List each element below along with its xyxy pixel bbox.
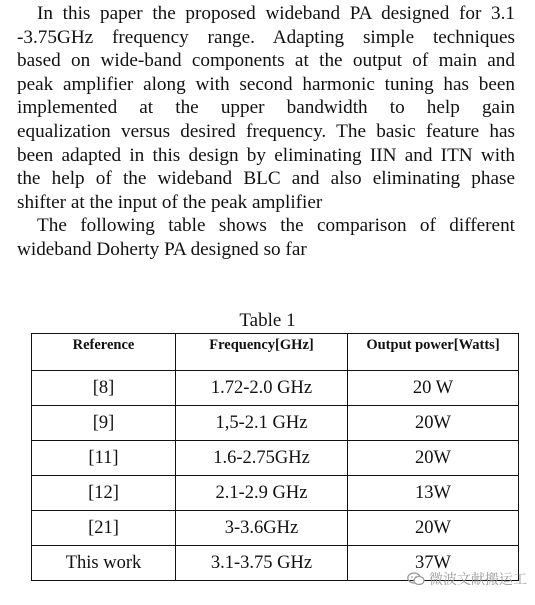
cell-frequency: 1,5-2.1 GHz <box>176 406 348 441</box>
header-frequency: Frequency[GHz] <box>176 334 348 371</box>
comparison-table <box>31 333 519 581</box>
cell-reference: This work <box>32 546 176 581</box>
cell-frequency: 3-3.6GHz <box>176 511 348 546</box>
watermark <box>407 569 527 589</box>
text-line: been adapted in this design by eliminating IIN and ITN with <box>17 144 515 166</box>
table-row <box>32 511 519 546</box>
cell-reference: [11] <box>32 441 176 476</box>
table-intro-paragraph <box>17 214 515 261</box>
cell-power: 20W <box>348 511 519 546</box>
text-line: The following table shows the comparison of different <box>37 215 515 236</box>
cell-power: 13W <box>348 476 519 511</box>
table-header-row <box>32 334 519 371</box>
text-line: wideband Doherty PA designed so far <box>17 238 307 260</box>
table-row <box>32 371 519 406</box>
cell-frequency: 2.1-2.9 GHz <box>176 476 348 511</box>
cell-reference: [12] <box>32 476 176 511</box>
cell-frequency: 3.1-3.75 GHz <box>176 546 348 581</box>
table-row <box>32 406 519 441</box>
header-output-power: Output power[Watts] <box>348 334 519 371</box>
cell-power: 20W <box>348 441 519 476</box>
intro-paragraph <box>17 2 515 214</box>
text-line: In this paper the proposed wideband PA designed for 3.1 <box>37 3 515 24</box>
table-row <box>32 476 519 511</box>
text-line: peak amplifier along with second harmonic tuning has been <box>17 73 515 95</box>
cell-reference: [21] <box>32 511 176 546</box>
cell-reference: [8] <box>32 371 176 406</box>
text-line: shifter at the input of the peak amplifier <box>17 191 323 213</box>
text-line: equalization versus desired frequency. The basic feature has <box>17 120 515 142</box>
cell-power: 20 W <box>348 371 519 406</box>
text-line: the help of the wideband BLC and also eliminating phase <box>17 168 515 190</box>
cell-frequency: 1.72-2.0 GHz <box>176 371 348 406</box>
text-line: -3.75GHz frequency range. Adapting simple techniques <box>17 26 515 48</box>
cell-power: 20W <box>348 406 519 441</box>
cell-power: 37W <box>348 546 519 581</box>
watermark-text: 微波文献搬运工 <box>429 572 527 588</box>
cell-frequency: 1.6-2.75GHz <box>176 441 348 476</box>
table-row <box>32 441 519 476</box>
text-line: implemented at the upper bandwidth to help gain <box>17 97 515 119</box>
table-caption: Table 1 <box>239 310 296 331</box>
header-reference: Reference <box>32 334 176 371</box>
cell-reference: [9] <box>32 406 176 441</box>
wechat-icon <box>407 572 425 586</box>
text-line: based on wide-band components at the output of main and <box>17 50 515 72</box>
